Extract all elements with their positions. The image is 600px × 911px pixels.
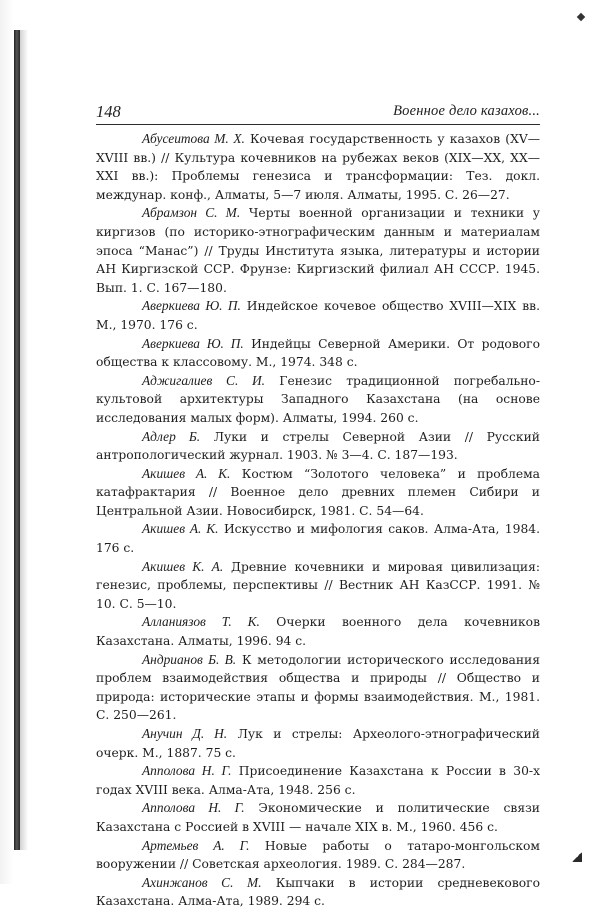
entry-author: Апполова Н. Г. (142, 763, 232, 779)
bibliography-entry (96, 837, 540, 874)
entry-text: Индейцы Северной Америки. От родового общества к классовому. М., 1974. 348 с. (96, 336, 540, 370)
bibliography-entry (96, 799, 540, 836)
entry-author: Анучин Д. Н. (142, 726, 228, 741)
entry-author: Андрианов Б. В. (142, 651, 237, 667)
entry-author: Аверкиева Ю. П. (142, 298, 241, 314)
page-number: 148 (96, 102, 121, 121)
entry-author: Аверкиева Ю. П. (142, 335, 244, 351)
bibliography-entry (96, 130, 540, 204)
entry-author: Абрамзон С. М. (142, 205, 241, 221)
entry-author: Артемьев А. Г. (142, 837, 250, 853)
entry-text: Лук и стрелы: Археолого-этнографический очерк. М., 1887. 75 с. (96, 727, 540, 760)
entry-author: Алланиязов Т. К. (142, 614, 260, 630)
entry-author: Аджигалиев С. И. (142, 372, 266, 388)
bibliography-entry (96, 428, 540, 465)
spine-shadow (20, 30, 28, 850)
bibliography-list (96, 130, 540, 911)
entry-text: Кыпчаки в истории средневекового Казахстана. Алма-Ата, 1989. 294 с. (96, 875, 540, 909)
bibliography-entry (96, 372, 540, 428)
entry-text: Новые работы о татаро-монгольском вооружении // Советская археология. 1989. С. 284—287. (96, 838, 540, 872)
bibliography-entry (96, 465, 540, 521)
entry-author: Апполова Н. Г. (142, 800, 245, 816)
entry-text: Искусство и мифология саков. Алма-Ата, 1984. 176 с. (96, 522, 541, 556)
bibliography-entry (96, 725, 540, 762)
entry-text: Костюм “Золотого человека” и проблема катафрактария // Военное дело древних племен Сибири и Центральной Азии. Новосибирск, 1981. С. 54—64. (96, 466, 541, 518)
page-edge (0, 0, 14, 884)
header-rule (96, 124, 540, 125)
entry-text: Кочевая государственность у казахов (XV—XVIII вв.) // Культура кочевников на рубежах веков (XIX—XX, XX—XXI вв.): Проблемы генезиса и трансформации: Тез. докл. междунар. конф., Алматы, 5—7 июля. Алматы, 1995. С. 26—27. (96, 132, 540, 202)
entry-author: Адлер Б. (142, 428, 201, 444)
entry-text: Экономические и политические связи Казахстана с Россией в XVIII — начале XIX в. М., 1960. 456 с. (96, 801, 541, 834)
bibliography-entry (96, 335, 540, 372)
bibliography-entry (96, 204, 540, 297)
scan-mark-bottom (572, 852, 582, 862)
bibliography-entry (96, 520, 540, 557)
entry-author: Ахинжанов С. М. (142, 874, 262, 890)
entry-text: Присоединение Казахстана к России в 30-х годах XVIII века. Алма-Ата, 1948. 256 с. (96, 764, 540, 797)
entry-text: Индейское кочевое общество XVIII—XIX вв. М., 1970. 176 с. (96, 299, 540, 332)
entry-text: Очерки военного дела кочевников Казахстана. Алматы, 1996. 94 с. (96, 615, 540, 649)
entry-text: К методологии исторического исследования проблем взаимодействия общества и природы // Общество и природа: исторические этапы и формы взаимодействия. М., 1981. С. 250—261. (96, 652, 540, 723)
entry-text: Древние кочевники и мировая цивилизация: генезис, проблемы, перспективы // Вестник АН КазССР. 1991. № 10. С. 5—10. (96, 559, 541, 611)
bibliography-entry (96, 558, 540, 614)
bibliography-entry (96, 874, 540, 911)
entry-text: Черты военной организации и техники у киргизов (по историко-этнографическим данным и материалам эпоса “Манас”) // Труды Института языка, литературы и истории АН Киргизской ССР. Фрунзе: Киргизский филиал АН СССР. 1945. Вып. 1. С. 167—180. (96, 206, 540, 295)
entry-author: Абусеитова М. Х. (142, 131, 245, 146)
bibliography-entry (96, 297, 540, 334)
entry-author: Акишев А. К. (142, 465, 231, 481)
bibliography-entry (96, 651, 540, 725)
entry-text: Луки и стрелы Северной Азии // Русский антропологический журнал. 1903. № 3—4. С. 187—193. (96, 429, 540, 463)
entry-text: Генезис традиционной погребально-культовой архитектуры Западного Казахстана (на основе исследования малых форм). Алматы, 1994. 260 с. (96, 373, 540, 425)
page-header (96, 100, 540, 126)
entry-author: Акишев А. К. (142, 521, 219, 537)
bibliography-entry (96, 613, 540, 650)
bibliography-entry (96, 762, 540, 799)
entry-author: Акишев К. А. (142, 558, 224, 574)
running-title: Военное дело казахов... (393, 103, 540, 119)
scan-mark-top (577, 13, 585, 21)
